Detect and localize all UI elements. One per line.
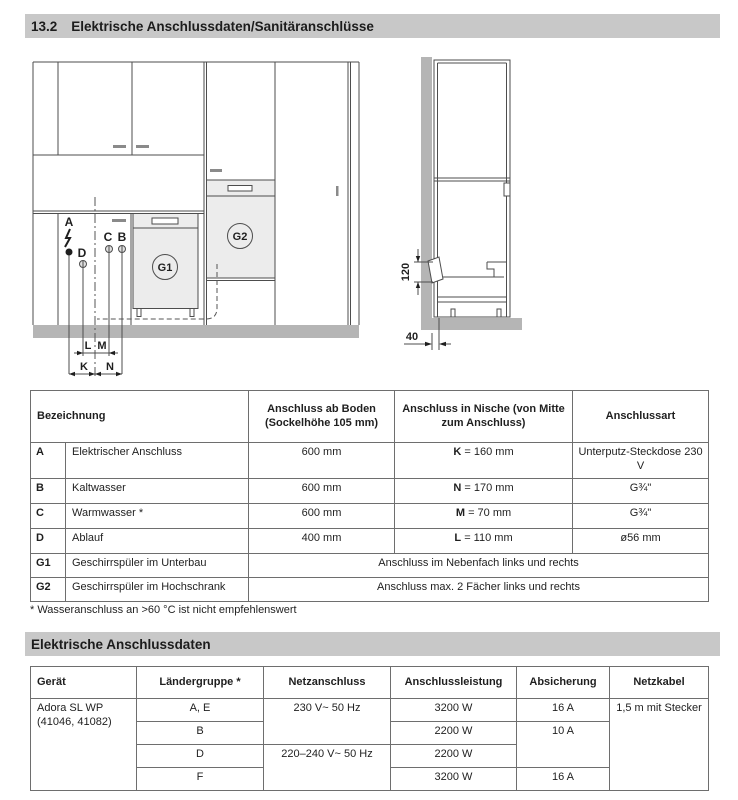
row-desc: Geschirrspüler im Hochschrank: [66, 578, 249, 602]
tall-cabinet-side-view: [400, 57, 522, 350]
dim-k-label: K: [80, 361, 88, 373]
fuse-rating: 16 A: [517, 768, 610, 791]
device-name: Adora SL WP: [37, 702, 104, 714]
row-code: D: [31, 529, 66, 554]
table-row: [31, 443, 709, 479]
row-from-floor: 400 mm: [249, 529, 395, 554]
niche-key: L: [454, 532, 462, 544]
row-desc: Elektrischer Anschluss: [66, 443, 249, 479]
dim-l-label: L: [84, 340, 92, 352]
installation-diagrams: [0, 50, 738, 386]
niche-val: = 170 mm: [464, 482, 514, 494]
row-type: G¾": [573, 479, 709, 504]
col-header-bezeichnung: Bezeichnung: [31, 391, 249, 443]
country-group: F: [137, 768, 264, 791]
table-row: [31, 479, 709, 504]
col-header-absicherung: Absicherung: [517, 667, 610, 699]
water-connection-footnote: * Wasseranschluss an >60 °C ist nicht empfehlenswert: [30, 604, 297, 616]
dishwasher-g1: [133, 214, 198, 317]
row-from-floor: 600 mm: [249, 479, 395, 504]
col-header-geraet: Gerät: [31, 667, 137, 699]
row-from-floor: 600 mm: [249, 443, 395, 479]
dimension-l-m: [74, 340, 118, 355]
point-d-label: D: [77, 246, 87, 260]
country-group: D: [137, 745, 264, 768]
row-code: G2: [31, 578, 66, 602]
col-header-anschluss-in-nische: Anschluss in Nische (von Mitte zum Anschluss): [395, 391, 573, 443]
country-group: A, E: [137, 699, 264, 722]
connections-table: [30, 390, 709, 602]
row-note: Anschluss max. 2 Fächer links und rechts: [249, 578, 709, 602]
niche-val: = 70 mm: [468, 507, 512, 519]
section-header-anschlussdaten-sanitaer: [25, 14, 720, 38]
electrical-data-table: [30, 666, 709, 791]
table-row: [31, 529, 709, 554]
dim-40-label: 40: [405, 331, 419, 343]
fuse-rating: 10 A: [517, 722, 610, 768]
power-rating: 3200 W: [391, 699, 517, 722]
row-desc: Ablauf: [66, 529, 249, 554]
device-code: (41046, 41082): [37, 715, 112, 728]
table-row: [31, 699, 709, 722]
col-header-laendergruppe: Ländergruppe *: [137, 667, 264, 699]
power-rating: 2200 W: [391, 745, 517, 768]
mains-voltage: 220–240 V~ 50 Hz: [264, 745, 391, 791]
point-a-marker: [66, 249, 73, 256]
niche-val: = 160 mm: [464, 446, 514, 458]
section-title: Elektrische Anschlussdaten/Sanitäranschlüsse: [71, 18, 374, 34]
section-title: Elektrische Anschlussdaten: [31, 636, 211, 652]
row-type: ø56 mm: [573, 529, 709, 554]
row-niche: [395, 479, 573, 504]
table-row: [31, 578, 709, 602]
tall-cabinet-body: [434, 60, 510, 317]
section-header-elektrische-anschlussdaten: [25, 632, 720, 656]
row-niche: [395, 443, 573, 479]
row-desc: Geschirrspüler im Unterbau: [66, 554, 249, 578]
niche-key: M: [455, 507, 466, 519]
table-row: [31, 504, 709, 529]
wall: [421, 57, 432, 330]
row-niche: [395, 504, 573, 529]
col-header-netzanschluss: Netzanschluss: [264, 667, 391, 699]
power-rating: 3200 W: [391, 768, 517, 791]
col-header-anschlussart: Anschlussart: [573, 391, 709, 443]
row-code: G1: [31, 554, 66, 578]
mains-voltage: 230 V~ 50 Hz: [264, 699, 391, 745]
niche-key: N: [453, 482, 462, 494]
kitchen-front-view: [33, 62, 359, 378]
row-niche: [395, 529, 573, 554]
g2-label: G2: [232, 231, 248, 243]
niche-val: = 110 mm: [464, 532, 513, 544]
power-rating: 2200 W: [391, 722, 517, 745]
floor-side: [421, 318, 522, 330]
niche-key: K: [453, 446, 462, 458]
dim-n-label: N: [106, 361, 114, 373]
col-header-anschlussleistung: Anschlussleistung: [391, 667, 517, 699]
power-cable: 1,5 m mit Stecker: [610, 699, 709, 791]
row-desc: Kaltwasser: [66, 479, 249, 504]
lightning-icon: [65, 229, 70, 247]
table-header-row: [31, 667, 709, 699]
point-b-label: B: [117, 230, 127, 244]
table-row: [31, 554, 709, 578]
floor: [33, 325, 359, 338]
fuse-rating: 16 A: [517, 699, 610, 722]
dim-120-label: 120: [400, 262, 412, 282]
row-from-floor: 600 mm: [249, 504, 395, 529]
row-code: C: [31, 504, 66, 529]
connection-points: [65, 215, 127, 268]
col-header-netzkabel: Netzkabel: [610, 667, 709, 699]
dim-m-label: M: [97, 340, 107, 352]
country-group: B: [137, 722, 264, 745]
row-desc: Warmwasser *: [66, 504, 249, 529]
device-cell: [31, 699, 137, 791]
point-c-label: C: [103, 230, 113, 244]
row-type: Unterputz-Steckdose 230 V: [573, 443, 709, 479]
point-a-label: A: [64, 215, 74, 229]
row-code: A: [31, 443, 66, 479]
row-code: B: [31, 479, 66, 504]
g1-label: G1: [157, 262, 173, 274]
table-header-row: [31, 391, 709, 443]
row-type: G¾": [573, 504, 709, 529]
section-number: 13.2: [31, 18, 58, 34]
col-header-anschluss-ab-boden: Anschluss ab Boden (Sockelhöhe 105 mm): [249, 391, 395, 443]
row-note: Anschluss im Nebenfach links und rechts: [249, 554, 709, 578]
